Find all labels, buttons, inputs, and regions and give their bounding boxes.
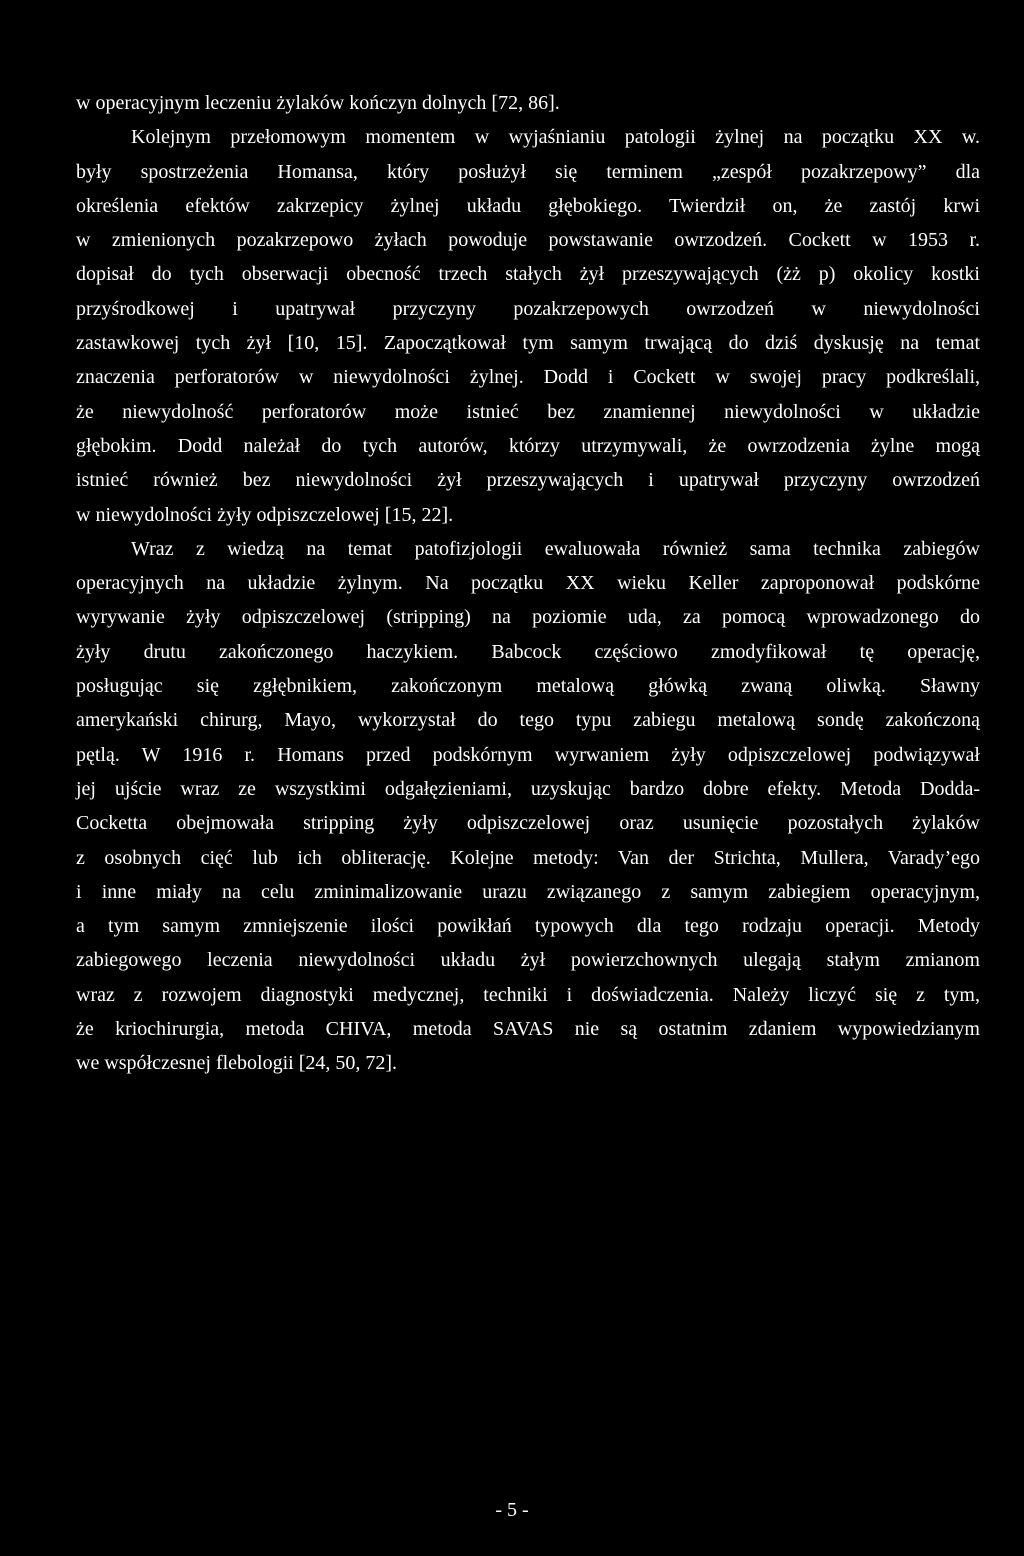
text-line: głębokim. Dodd należał do tych autorów, którzy utrzymywali, że owrzodzenia żylne mogą: [76, 434, 980, 457]
text-line: z osobnych cięć lub ich obliterację. Kolejne metody: Van der Strichta, Mullera, Varady’ego: [76, 846, 980, 869]
text-line: żyły drutu zakończonego haczykiem. Babcock częściowo zmodyfikował tę operację,: [76, 640, 980, 663]
text-line: zastawkowej tych żył [10, 15]. Zapoczątkował tym samym trwającą do dziś dyskusję na temat: [76, 332, 980, 355]
text-line: a tym samym zmniejszenie ilości powikłań typowych dla tego rodzaju operacji. Metody: [76, 915, 980, 938]
text-line: i inne miały na celu zminimalizowanie urazu związanego z samym zabiegiem operacyjnym,: [76, 880, 980, 903]
body-text: [76, 86, 980, 1081]
text-line: jej ujście wraz ze wszystkimi odgałęzieniami, uzyskując bardzo dobre efekty. Metoda Dodda-: [76, 777, 980, 800]
paragraph-end-line: w niewydolności żyły odpiszczelowej [15, 22].: [76, 503, 454, 526]
text-line: wyrywanie żyły odpiszczelowej (stripping) na poziomie uda, za pomocą wprowadzonego do: [76, 606, 980, 629]
text-line: amerykański chirurg, Mayo, wykorzystał do tego typu zabiegu metalową sondę zakończoną: [76, 709, 980, 732]
paragraph-end-line: we współczesnej flebologii [24, 50, 72].: [76, 1052, 398, 1075]
text-line: posługując się zgłębnikiem, zakończonym metalową główką zwaną oliwką. Sławny: [76, 675, 980, 698]
text-line: określenia efektów zakrzepicy żylnej układu głębokiego. Twierdził on, że zastój krwi: [76, 194, 980, 217]
text-line: w operacyjnym leczeniu żylaków kończyn dolnych [72, 86].: [76, 92, 560, 114]
text-line: znaczenia perforatorów w niewydolności żylnej. Dodd i Cockett w swojej pracy podkreślali,: [76, 366, 980, 389]
text-line: były spostrzeżenia Homansa, który posłużył się terminem „zespół pozakrzepowy” dla: [76, 160, 980, 183]
paragraph-start-line: Kolejnym przełomowym momentem w wyjaśnianiu patologii żylnej na początku XX w.: [131, 126, 980, 149]
text-line: że niewydolność perforatorów może istnieć bez znamiennej niewydolności w układzie: [76, 400, 980, 423]
text-line: że kriochirurgia, metoda CHIVA, metoda SAVAS nie są ostatnim zdaniem wypowiedzianym: [76, 1018, 980, 1041]
text-line: operacyjnych na układzie żylnym. Na początku XX wieku Keller zaproponował podskórne: [76, 572, 980, 595]
text-line: Cocketta obejmowała stripping żyły odpiszczelowej oraz usunięcie pozostałych żylaków: [76, 812, 980, 835]
text-line: zabiegowego leczenia niewydolności układu żył powierzchownych ulegają stałym zmianom: [76, 949, 980, 972]
paragraph-start-line: Wraz z wiedzą na temat patofizjologii ewaluowała również sama technika zabiegów: [131, 537, 980, 560]
text-line: przyśrodkowej i upatrywał przyczyny pozakrzepowych owrzodzeń w niewydolności: [76, 297, 980, 320]
text-line: wraz z rozwojem diagnostyki medycznej, techniki i doświadczenia. Należy liczyć się z tym,: [76, 983, 980, 1006]
text-line: dopisał do tych obserwacji obecność trzech stałych żył przeszywających (żż p) okolicy kostki: [76, 263, 980, 286]
text-line: istnieć również bez niewydolności żył przeszywających i upatrywał przyczyny owrzodzeń: [76, 469, 980, 492]
text-line: w zmienionych pozakrzepowo żyłach powoduje powstawanie owrzodzeń. Cockett w 1953 r.: [76, 229, 980, 252]
page-number: - 5 -: [495, 1499, 529, 1521]
text-line: pętlą. W 1916 r. Homans przed podskórnym wyrwaniem żyły odpiszczelowej podwiązywał: [76, 743, 980, 766]
